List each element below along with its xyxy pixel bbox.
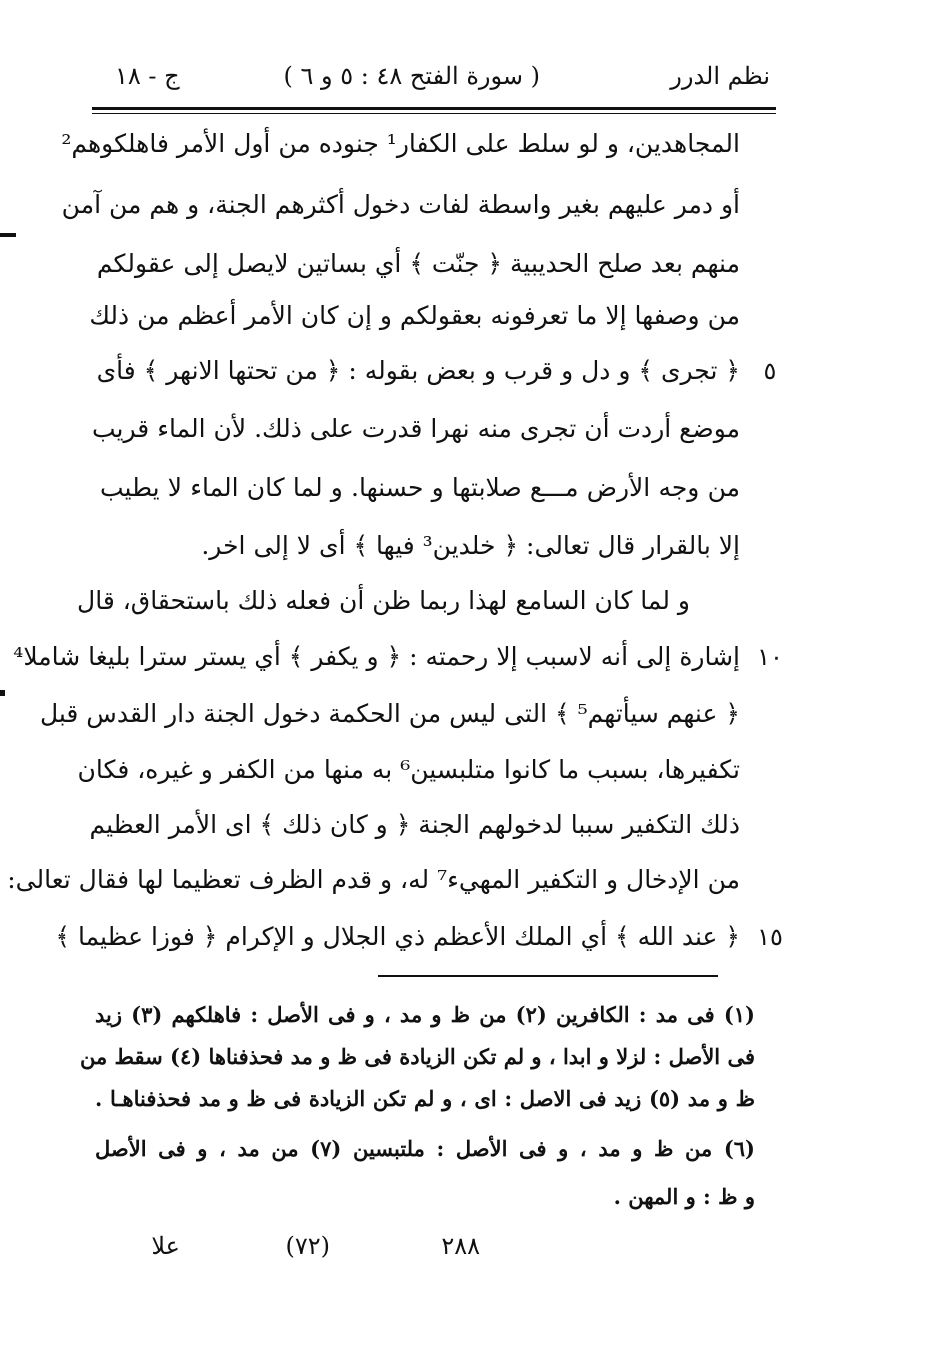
footnote-line: فى الأصل : لزلا و ابدا ، و لم تكن الزيادة فى ظ و مد فحذفناها (٤) سقط من	[79, 1044, 755, 1069]
text-line: تكفيرها، بسبب ما كانوا متلبسين⁶ به منها من الكفر و غيره، فكان	[77, 755, 740, 784]
footnote-separator	[378, 975, 718, 977]
text-line: موضع أردت أن تجرى منه نهرا قدرت على ذلك. لأن الماء قريب	[92, 414, 740, 443]
text-line: منهم بعد صلح الحديبية ﴿ جنّت ﴾ أي بساتين لايصل إلى عقولكم	[96, 249, 740, 278]
footnote-line: (٦) من ظ و مد ، و فى الأصل : ملتبسين (٧) من مد ، و فى الأصل	[95, 1136, 755, 1161]
line-number: ١٥	[757, 923, 783, 951]
text-line: إلا بالقرار قال تعالى: ﴿ خلدين³ فيها ﴾ أى لا إلى اخر.	[201, 531, 740, 560]
text-line: ﴿ عند الله ﴾ أي الملك الأعظم ذي الجلال و الإكرام ﴿ فوزا عظيما ﴾	[55, 922, 740, 951]
line-number: ١٠	[757, 643, 783, 671]
page-header	[90, 58, 780, 98]
text-line: المجاهدين، و لو سلط على الكفار¹ جنوده من أول الأمر فاهلكوهم²	[61, 129, 740, 158]
scan-edge-mark	[0, 690, 5, 696]
text-line: من وصفها إلا ما تعرفونه بعقولكم و إن كان الأمر أعظم من ذلك	[89, 301, 740, 330]
text-line: أو دمر عليهم بغير واسطة لفات دخول أكثرهم الجنة، و هم من آمن	[61, 190, 740, 219]
text-line: ﴿ عنهم سيأتهم⁵ ﴾ التى ليس من الحكمة دخول الجنة دار القدس قبل	[39, 699, 740, 728]
text-line: إشارة إلى أنه لاسبب إلا رحمته : ﴿ و يكفر ﴾ أي يستر سترا بليغا شاملا⁴	[13, 642, 740, 671]
header-rule-thick	[92, 107, 776, 110]
footnote-line: ظ و مد (٥) زيد فى الاصل : اى ، و لم تكن الزيادة فى ظ و مد فحذفناهـا .	[95, 1086, 756, 1111]
footnote-line: و ظ : و المهن .	[613, 1184, 755, 1209]
page-number: ٢٨٨	[441, 1232, 480, 1260]
text-line: ذلك التكفير سببا لدخولهم الجنة ﴿ و كان ذلك ﴾ اى الأمر العظيم	[89, 810, 740, 839]
book-title: نظم الدرر	[670, 62, 770, 90]
page-footer	[100, 1228, 480, 1268]
header-rule-thin	[92, 113, 776, 114]
signature-mark: علا	[151, 1232, 180, 1260]
surah-reference: ( سورة الفتح ٤٨ : ٥ و ٦ )	[283, 62, 540, 90]
line-number: ٥	[763, 357, 777, 385]
part-number: (٧٢)	[285, 1232, 330, 1260]
text-line: و لما كان السامع لهذا ربما ظن أن فعله ذلك باستحقاق، قال	[77, 586, 690, 615]
text-line: من وجه الأرض مـــع صلابتها و حسنها. و لما كان الماء لا يطيب	[100, 473, 740, 502]
scan-edge-mark	[0, 233, 16, 237]
volume-number: ج - ١٨	[115, 62, 180, 90]
footnote-line: (١) فى مد : الكافرين (٢) من ظ و مد ، و فى الأصل : فاهلكهم (٣) زيد	[95, 1002, 755, 1027]
text-line: ﴿ تجرى ﴾ و دل و قرب و بعض بقوله : ﴿ من تحتها الانهر ﴾ فأى	[96, 356, 740, 385]
text-line: من الإدخال و التكفير المهيء⁷ له، و قدم الظرف تعظيما لها فقال تعالى:	[7, 865, 740, 894]
